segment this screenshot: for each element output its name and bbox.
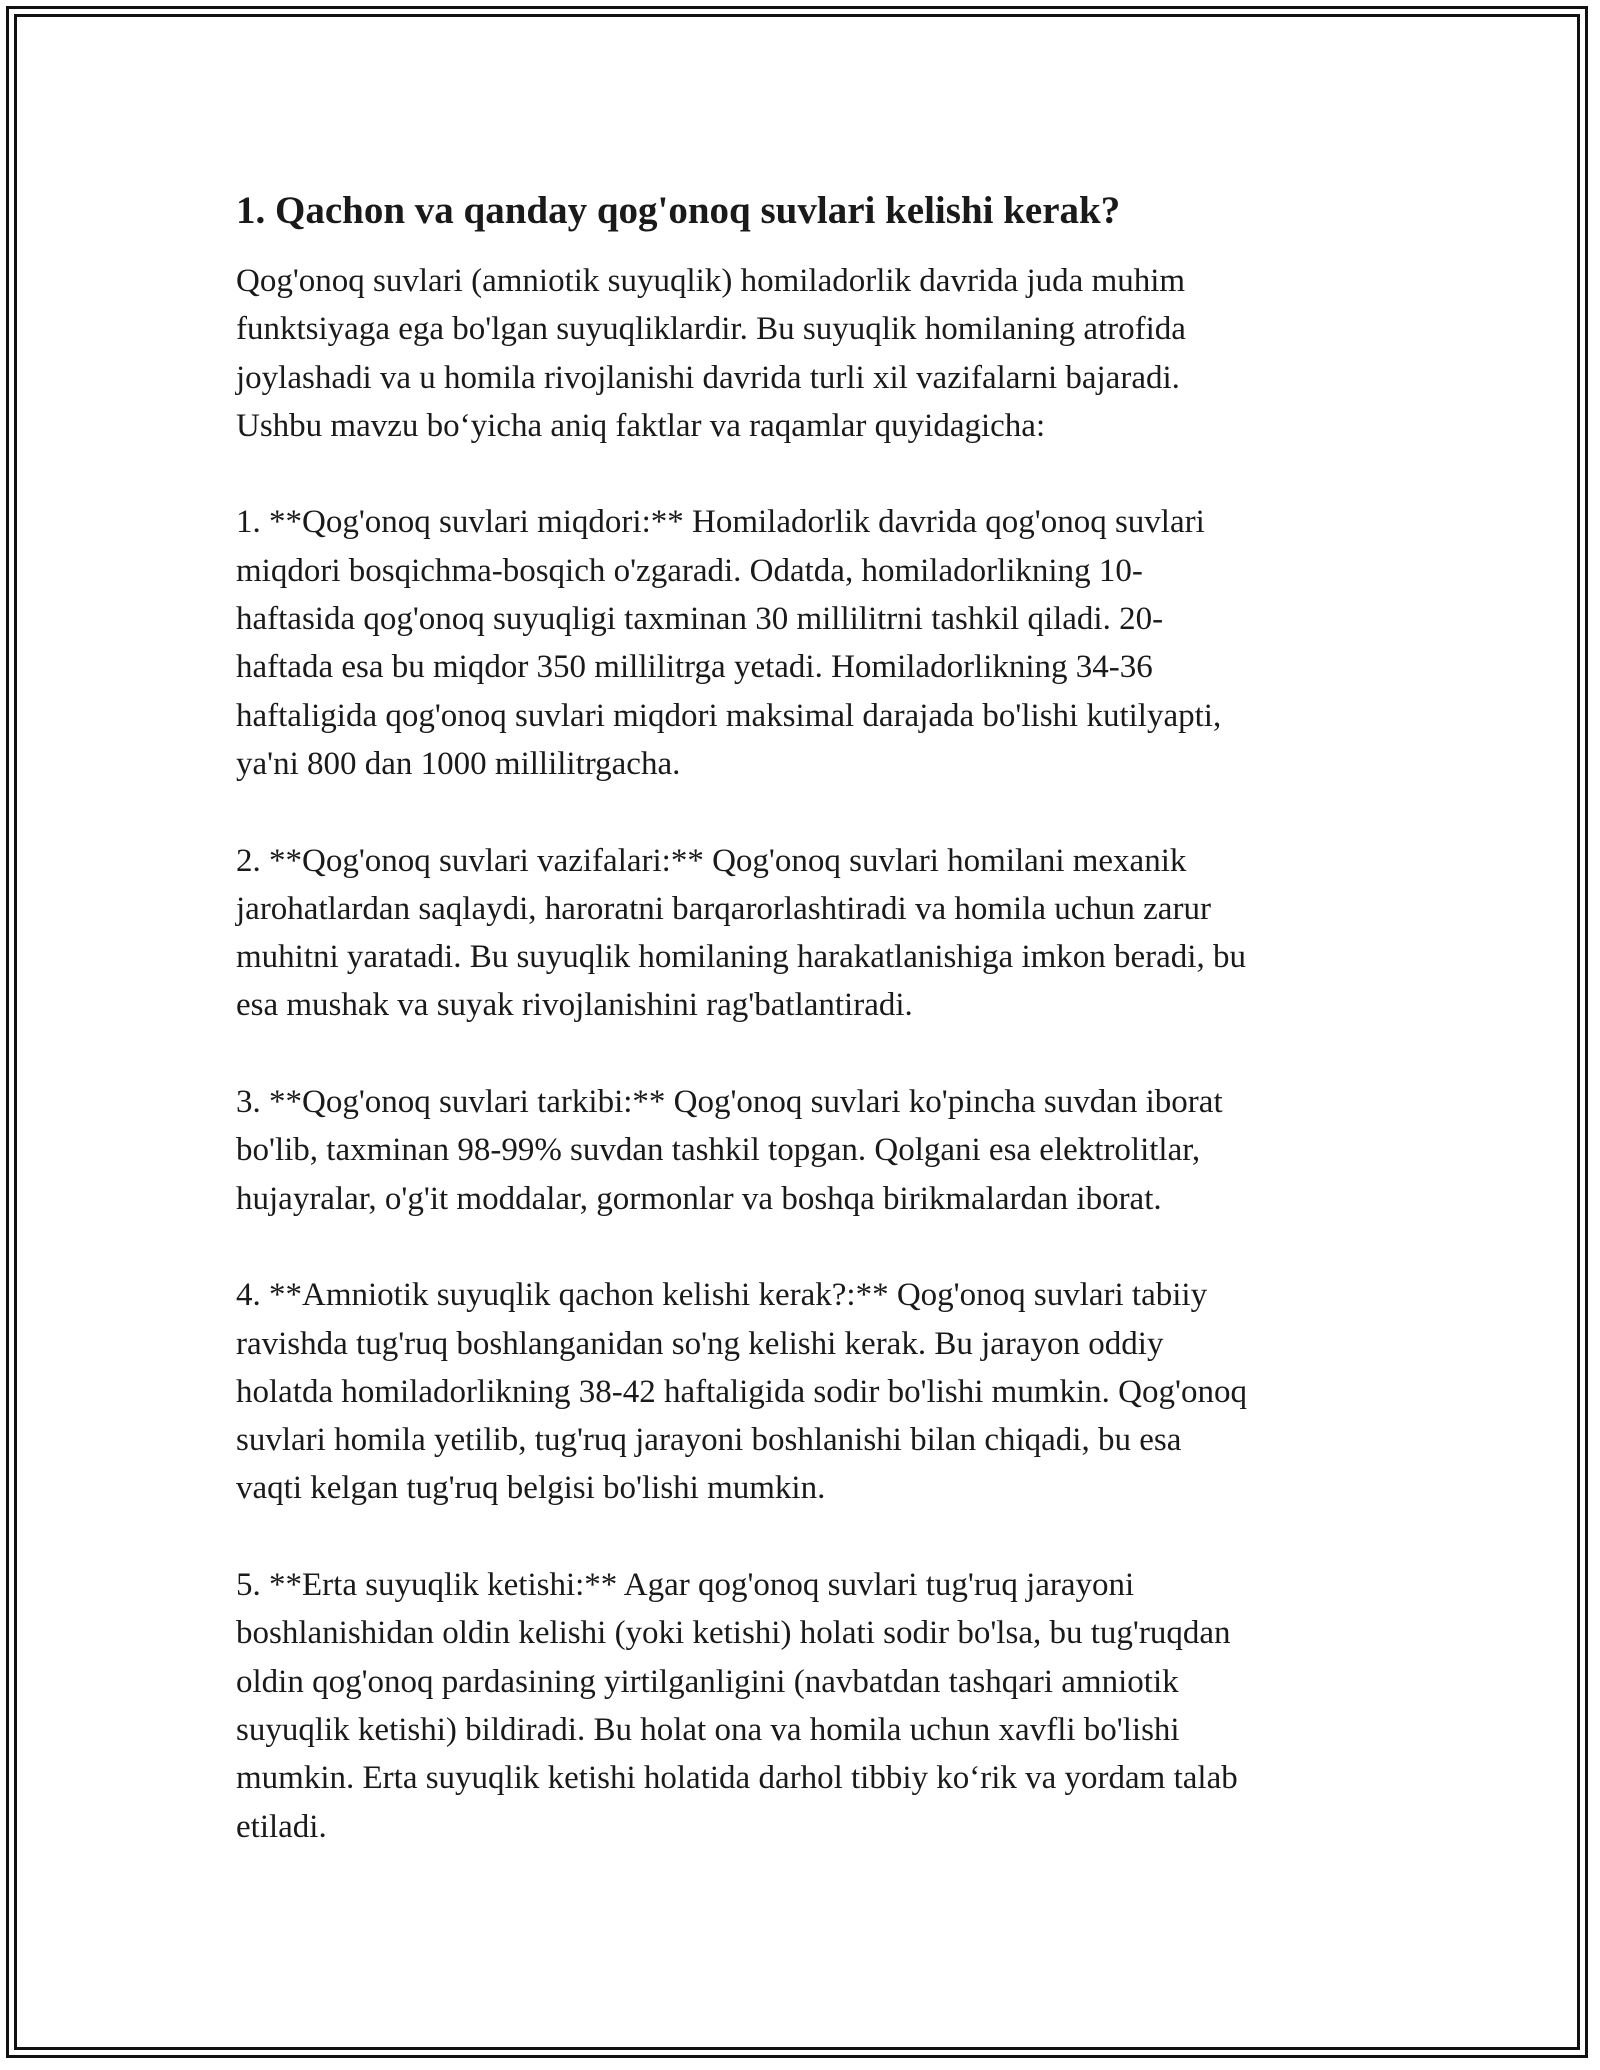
text-line: 3. **Qog'onoq suvlari tarkibi:** Qog'onoq suvlari ko'pincha suvdan iborat [236,1084,1223,1121]
text-line: suyuqlik ketishi) bildiradi. Bu holat ona va homila uchun xavfli bo'lishi [236,1711,1180,1748]
item-paragraph-timing [236,1271,1366,1512]
text-line: muhitni yaratadi. Bu suyuqlik homilaning harakatlanishiga imkon beradi, bu [236,939,1246,976]
text-line: holatda homiladorlikning 38-42 haftaligida sodir bo'lishi mumkin. Qog'onoq [236,1373,1247,1410]
item-paragraph-early-rupture [236,1561,1366,1851]
text-line: bo'lib, taxminan 98-99% suvdan tashkil topgan. Qolgani esa elektrolitlar, [236,1132,1201,1169]
intro-paragraph [236,257,1366,450]
text-line: ravishda tug'ruq boshlanganidan so'ng kelishi kerak. Bu jarayon oddiy [236,1325,1164,1362]
text-line: haftaligida qog'onoq suvlari miqdori maksimal darajada bo'lishi kutilyapti, [236,697,1222,734]
text-line: jarohatlardan saqlaydi, haroratni barqarorlashtiradi va homila uchun zarur [236,890,1211,927]
text-line: etiladi. [236,1808,327,1845]
text-line: oldin qog'onoq pardasining yirtilganligini (navbatdan tashqari amniotik [236,1663,1179,1700]
text-line: mumkin. Erta suyuqlik ketishi holatida darhol tibbiy ko‘rik va yordam talab [236,1760,1238,1797]
text-line: joylashadi va u homila rivojlanishi davrida turli xil vazifalarni bajaradi. [236,359,1180,396]
text-line: hujayralar, o'g'it moddalar, gormonlar va boshqa birikmalardan iborat. [236,1180,1162,1217]
text-line: Ushbu mavzu bo‘yicha aniq faktlar va raqamlar quyidagicha: [236,407,1046,444]
item-paragraph-functions [236,837,1366,1030]
text-line: ya'ni 800 dan 1000 millilitrgacha. [236,745,681,782]
text-line: 1. **Qog'onoq suvlari miqdori:** Homiladorlik davrida qog'onoq suvlari [236,504,1205,541]
text-line: haftasida qog'onoq suyuqligi taxminan 30 millilitrni tashkil qiladi. 20- [236,601,1164,638]
text-line: Qog'onoq suvlari (amniotik suyuqlik) homiladorlik davrida juda muhim [236,263,1186,299]
document-body [236,185,1366,1899]
text-line: miqdori bosqichma-bosqich o'zgaradi. Odatda, homiladorlikning 10- [236,552,1143,589]
text-line: boshlanishidan oldin kelishi (yoki ketishi) holati sodir bo'lsa, bu tug'ruqdan [236,1615,1231,1652]
text-line: esa mushak va suyak rivojlanishini rag'batlantiradi. [236,987,913,1024]
document-title: 1. Qachon va qanday qog'onoq suvlari kelishi kerak? [236,189,1121,232]
item-paragraph-composition [236,1078,1366,1223]
item-paragraph-amount [236,498,1366,788]
text-line: vaqti kelgan tug'ruq belgisi bo'lishi mumkin. [236,1470,826,1507]
text-line: suvlari homila yetilib, tug'ruq jarayoni boshlanishi bilan chiqadi, bu esa [236,1422,1182,1459]
text-line: funktsiyaga ega bo'lgan suyuqliklardir. Bu suyuqlik homilaning atrofida [236,311,1186,348]
text-line: haftada esa bu miqdor 350 millilitrga yetadi. Homiladorlikning 34-36 [236,649,1153,686]
text-line: 2. **Qog'onoq suvlari vazifalari:** Qog'onoq suvlari homilani mexanik [236,842,1187,879]
text-line: 4. **Amniotik suyuqlik qachon kelishi kerak?:** Qog'onoq suvlari tabiiy [236,1277,1208,1314]
text-line: 5. **Erta suyuqlik ketishi:** Agar qog'onoq suvlari tug'ruq jarayoni [236,1567,1135,1604]
